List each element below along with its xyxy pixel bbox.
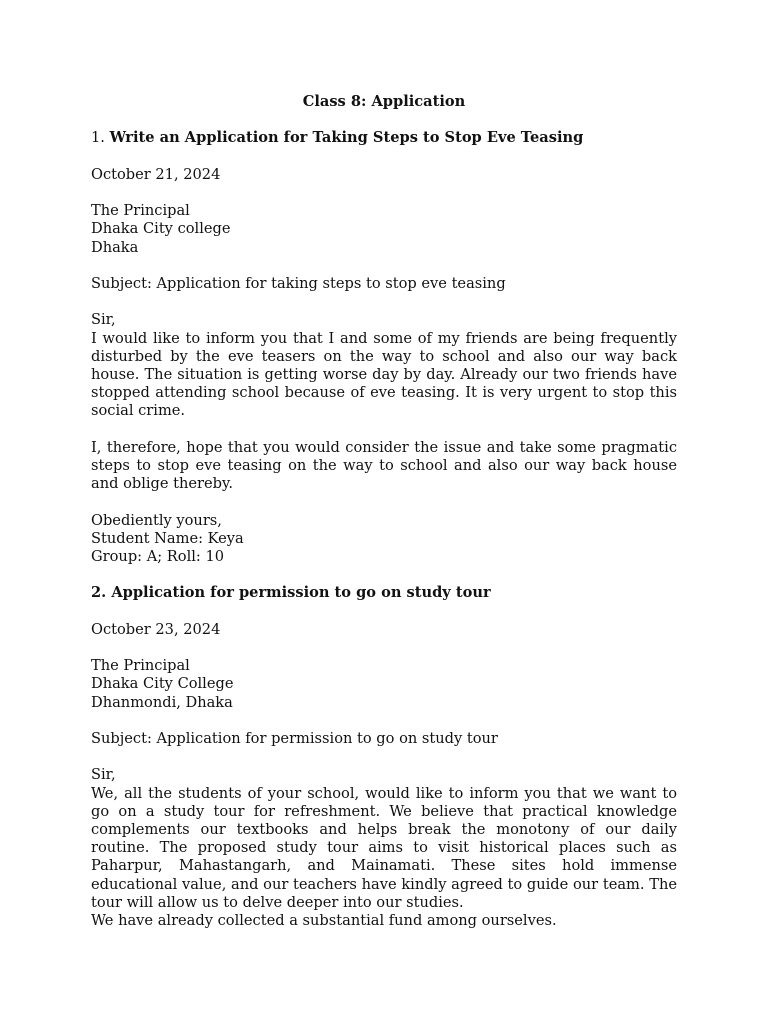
- recipient-line: Dhaka City college: [91, 220, 231, 238]
- spacer: [91, 421, 677, 439]
- spacer: [91, 184, 677, 202]
- spacer: [91, 712, 677, 730]
- recipient-line: The Principal: [91, 657, 190, 675]
- spacer: [91, 257, 677, 275]
- recipient-line: The Principal: [91, 202, 190, 220]
- application-2-subject: Subject: Application for permission to go on study tour: [91, 729, 498, 747]
- application-2-heading: 2. Application for permission to go on study tour: [91, 584, 491, 602]
- application-1-date: October 21, 2024: [91, 165, 221, 183]
- recipient-line: Dhaka City College: [91, 675, 234, 693]
- spacer: [91, 748, 677, 766]
- application-1-recipient: [91, 202, 677, 257]
- recipient-line: Dhanmondi, Dhaka: [91, 693, 233, 711]
- application-2-date: October 23, 2024: [91, 620, 221, 638]
- closing-line: Group: A; Roll: 10: [91, 547, 225, 565]
- closing-line: Obediently yours,: [91, 511, 222, 529]
- spacer: [91, 111, 677, 129]
- recipient-line: Dhaka: [91, 238, 139, 256]
- application-1-body-paragraph-2: I, therefore, hope that you would consider the issue and take some pragmatic steps to stop eve teasing on the way to school and also our way back house and oblige thereby.: [91, 438, 677, 493]
- application-1-number: 1.: [91, 129, 105, 147]
- document-page: [91, 93, 677, 930]
- spacer: [91, 639, 677, 657]
- spacer: [91, 603, 677, 621]
- spacer: [91, 493, 677, 511]
- spacer: [91, 148, 677, 166]
- application-2-body-paragraph-1: We, all the students of your school, would like to inform you that we want to go on a study tour for refreshment. We believe that practical knowledge complements our textbooks and helps break the monotony of our daily routine. The proposed study tour aims to visit historical places such as Paharpur, Mahastangarh, and Mainamati. These sites hold immense educational value, and our teachers have kindly agreed to guide our team. The tour will allow us to delve deeper into our studies.: [91, 784, 677, 911]
- application-1-body-paragraph-1: I would like to inform you that I and some of my friends are being frequently disturbed by the eve teasers on the way to school and also our way back house. The situation is getting worse day by day. Already our two friends have stopped attending school because of eve teasing. It is very urgent to stop this social crime.: [91, 329, 677, 420]
- closing-line: Student Name: Keya: [91, 529, 244, 547]
- application-1-salutation: Sir,: [91, 311, 116, 329]
- application-2-body-paragraph-2: We have already collected a substantial fund among ourselves.: [91, 911, 557, 929]
- document-title: Class 8: Application: [302, 93, 466, 110]
- spacer: [91, 566, 677, 584]
- application-1-title: Write an Application for Taking Steps to Stop Eve Teasing: [109, 129, 584, 147]
- spacer: [91, 293, 677, 311]
- application-1-subject: Subject: Application for taking steps to stop eve teasing: [91, 274, 506, 292]
- application-1-closing: [91, 512, 677, 567]
- application-1-heading: [91, 129, 677, 147]
- application-2-recipient: [91, 657, 677, 712]
- application-2-salutation: Sir,: [91, 766, 116, 784]
